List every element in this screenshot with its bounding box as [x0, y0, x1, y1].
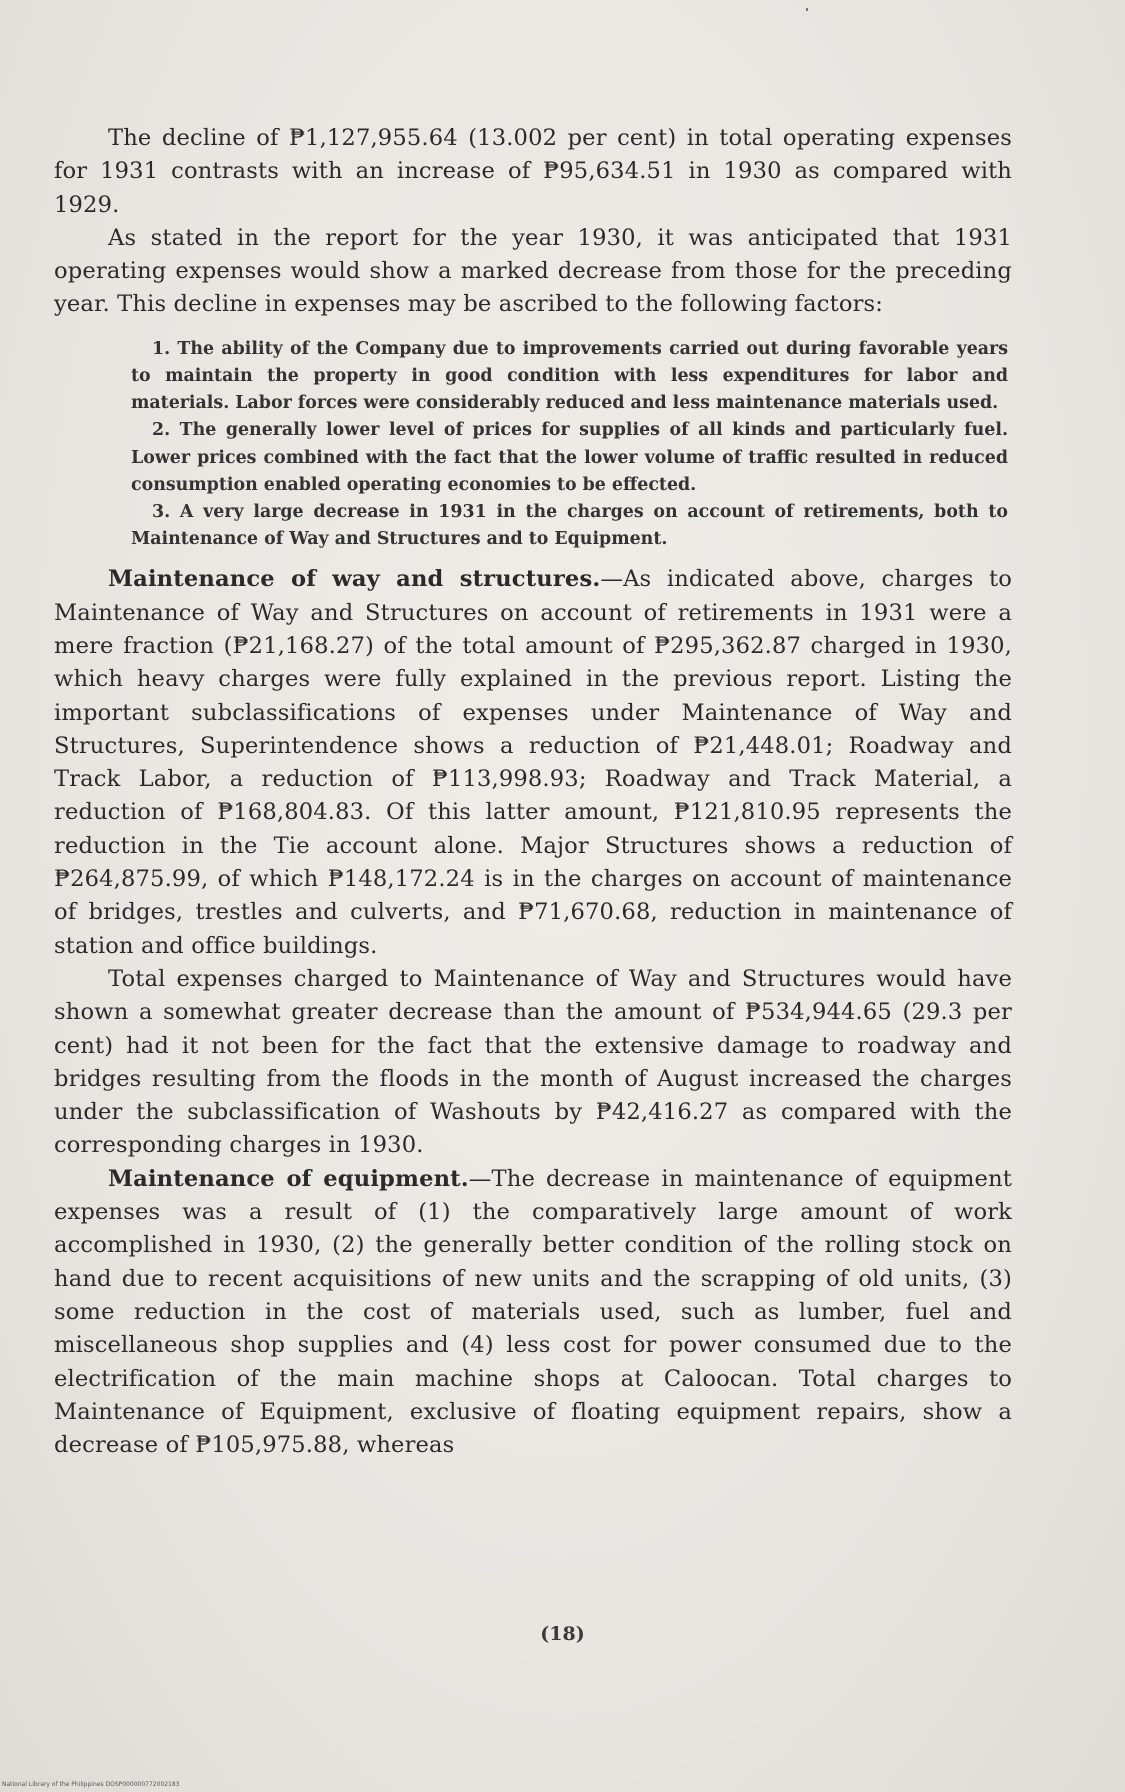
factor-item-1: 1. The ability of the Company due to improvements carried out during favorable years to maintain the property in good condition with less expenditures for labor and materials. Labor forces were considerably reduced and less maintenance materials used.: [131, 338, 1008, 414]
page-number: (18): [540, 1623, 585, 1645]
paragraph-way-structures-total: Total expenses charged to Maintenance of Way and Structures would have shown a somewhat greater decrease than the amount of ₱534,944.65 (29.3 per cent) had it not been for the fact that the extensive damage to roadway and bridges resulting from the floods in the month of August increased the charges under the subclassification of Washouts by ₱42,416.27 as compared with the corresponding charges in 1930.: [54, 965, 1012, 1159]
document-body: [54, 122, 1012, 1462]
library-footer-stamp: National Library of the Philippines DOSP000000772002183: [2, 1781, 180, 1788]
section-body-way-structures: —As indicated above, charges to Maintenance of Way and Structures on account of retirements in 1931 were a mere fraction (₱21,168.27) of the total amount of ₱295,362.87 charged in 1930, which heavy charges were fully explained in the previous report. Listing the important subclassifications of expenses under Maintenance of Way and Structures, Superintendence shows a reduction of ₱21,448.01; Roadway and Track Labor, a reduction of ₱113,998.93; Roadway and Track Material, a reduction of ₱168,804.83. Of this latter amount, ₱121,810.95 represents the reduction in the Tie account alone. Major Structures shows a reduction of ₱264,875.99, of which ₱148,172.24 is in the charges on account of maintenance of bridges, trestles and culverts, and ₱71,670.68, reduction in maintenance of station and office buildings.: [54, 566, 1012, 959]
section-way-structures: [54, 563, 1012, 963]
factor-item-3: 3. A very large decrease in 1931 in the charges on account of retirements, both to Maintenance of Way and Structures and to Equipment.: [131, 502, 1008, 550]
scan-speck: [806, 8, 808, 11]
section-body-equipment: —The decrease in maintenance of equipment expenses was a result of (1) the comparatively large amount of work accomplished in 1930, (2) the generally better condition of the rolling stock on hand due to recent acquisitions of new units and the scrapping of old units, (3) some reduction in the cost of materials used, such as lumber, fuel and miscellaneous shop supplies and (4) less cost for power consumed due to the electrification of the main machine shops at Caloocan. Total charges to Maintenance of Equipment, exclusive of floating equipment repairs, show a decrease of ₱105,975.88, whereas: [54, 1165, 1013, 1459]
section-heading-way-structures: Maintenance of way and structures.: [108, 566, 601, 593]
paragraph-anticipated-decrease: As stated in the report for the year 1930, it was anticipated that 1931 operating expenses would show a marked decrease from those for the preceding year. This decline in expenses may be ascribed to the following factors:: [54, 224, 1012, 318]
paragraph-operating-expenses-decline: The decline of ₱1,127,955.64 (13.002 per cent) in total operating expenses for 1931 contrasts with an increase of ₱95,634.51 in 1930 as compared with 1929.: [54, 125, 1012, 218]
section-equipment: [54, 1163, 1012, 1463]
factor-item-2: 2. The generally lower level of prices for supplies of all kinds and particularly fuel. Lower prices combined with the fact that the lower volume of traffic resulted in reduced consumption enabled operating economies to be effected.: [131, 420, 1008, 495]
factors-list: [54, 336, 1012, 554]
section-heading-equipment: Maintenance of equipment.: [108, 1165, 469, 1192]
